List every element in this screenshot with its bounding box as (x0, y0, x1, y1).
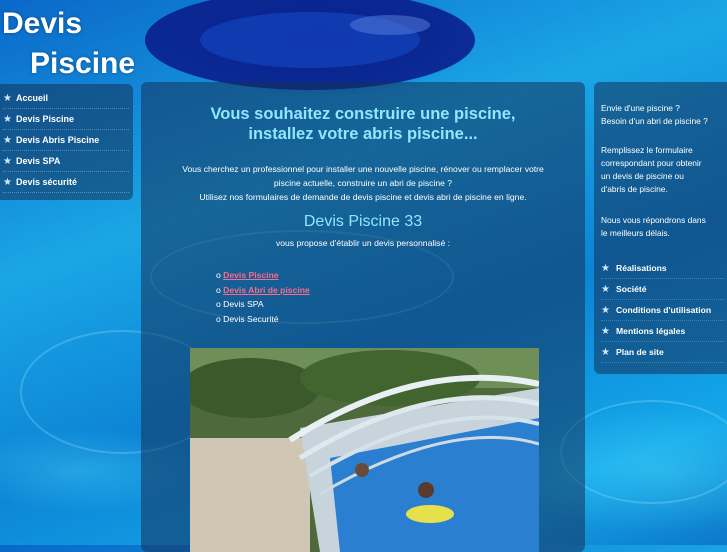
nav-item-realisations[interactable] (601, 258, 725, 279)
nav-item-conditions[interactable] (601, 300, 725, 321)
star-icon: ★ (3, 134, 12, 146)
bullet: o (216, 299, 221, 309)
devis-links-list (216, 268, 310, 326)
intro-line-1: Vous cherchez un professionnel pour installer une nouvelle piscine, rénover ou remplacer votre (182, 164, 544, 174)
pool-float-image (140, 0, 480, 95)
nav-item-label: Accueil (16, 93, 49, 103)
right-reply-note (601, 214, 725, 240)
main-content (141, 82, 585, 552)
right-text-line: Remplissez le formulaire (601, 145, 693, 155)
nav-item-label: Devis SPA (16, 156, 61, 166)
right-navigation (601, 258, 725, 363)
link-devis-abri-de-piscine[interactable]: Devis Abri de piscine (223, 284, 310, 295)
nav-item-accueil[interactable] (3, 88, 129, 109)
nav-item-devis-spa[interactable] (3, 151, 129, 172)
star-icon: ★ (601, 304, 610, 316)
section-subtext: vous propose d'établir un devis personnalisé : (275, 238, 451, 248)
list-item (216, 283, 310, 298)
star-icon: ★ (601, 262, 610, 274)
text-devis-spa: Devis SPA (223, 299, 264, 309)
bullet: o (216, 270, 221, 280)
nav-item-societe[interactable] (601, 279, 725, 300)
star-icon: ★ (601, 346, 610, 358)
right-text-line: Besoin d'un abri de piscine ? (601, 116, 708, 126)
right-text-line: un devis de piscine ou (601, 171, 684, 181)
nav-item-label: Plan de site (616, 347, 664, 357)
right-text-line: d'abris de piscine. (601, 184, 668, 194)
nav-item-label: Conditions d'utilisation (616, 305, 712, 315)
star-icon: ★ (3, 113, 12, 125)
nav-item-devis-piscine[interactable] (3, 109, 129, 130)
right-intro (601, 102, 725, 128)
right-text-line: Envie d'une piscine ? (601, 103, 680, 113)
right-text-line: le meilleurs délais. (601, 228, 670, 238)
water-ripple (560, 400, 727, 504)
text-devis-securite: Devis Securité (223, 313, 279, 324)
headline-line-1: Vous souhaitez construire une piscine, (210, 105, 516, 123)
list-item (216, 312, 310, 327)
section-title: Devis Piscine 33 (303, 213, 423, 230)
star-icon: ★ (601, 325, 610, 337)
left-navigation (0, 84, 133, 200)
site-logo[interactable] (2, 4, 135, 84)
star-icon: ★ (601, 283, 610, 295)
logo-line-2: Piscine (30, 47, 136, 80)
pool-enclosure-photo (190, 348, 539, 552)
intro-line-3: Utilisez nos formulaires de demande de devis piscine et devis abri de piscine en ligne. (199, 192, 527, 202)
nav-item-label: Mentions légales (616, 326, 686, 336)
star-icon: ★ (3, 176, 12, 188)
nav-item-label: Devis Abris Piscine (16, 135, 100, 145)
nav-item-devis-abris-piscine[interactable] (3, 130, 129, 151)
bullet: o (216, 284, 221, 295)
star-icon: ★ (3, 155, 12, 167)
bullet: o (216, 313, 221, 324)
nav-item-mentions-legales[interactable] (601, 321, 725, 342)
logo-line-1: Devis (2, 7, 83, 40)
nav-item-plan-de-site[interactable] (601, 342, 725, 363)
star-icon: ★ (3, 92, 12, 104)
list-item (216, 268, 310, 283)
link-devis-piscine[interactable]: Devis Piscine (223, 270, 279, 280)
headline-line-2: installez votre abris piscine... (248, 125, 478, 143)
list-item (216, 297, 310, 312)
nav-item-label: Réalisations (616, 263, 667, 273)
nav-item-label: Devis sécurité (16, 177, 78, 187)
nav-item-label: Devis Piscine (16, 114, 75, 124)
right-panel (594, 82, 727, 374)
right-text-line: correspondant pour obtenir (601, 158, 702, 168)
nav-item-devis-securite[interactable] (3, 172, 129, 193)
intro-line-2: piscine actuelle, construire un abri de piscine ? (273, 178, 453, 188)
nav-item-label: Société (616, 284, 647, 294)
page-headline (141, 104, 585, 144)
right-instructions (601, 144, 725, 196)
right-text-line: Nous vous répondrons dans (601, 215, 706, 225)
intro-text (151, 162, 575, 204)
